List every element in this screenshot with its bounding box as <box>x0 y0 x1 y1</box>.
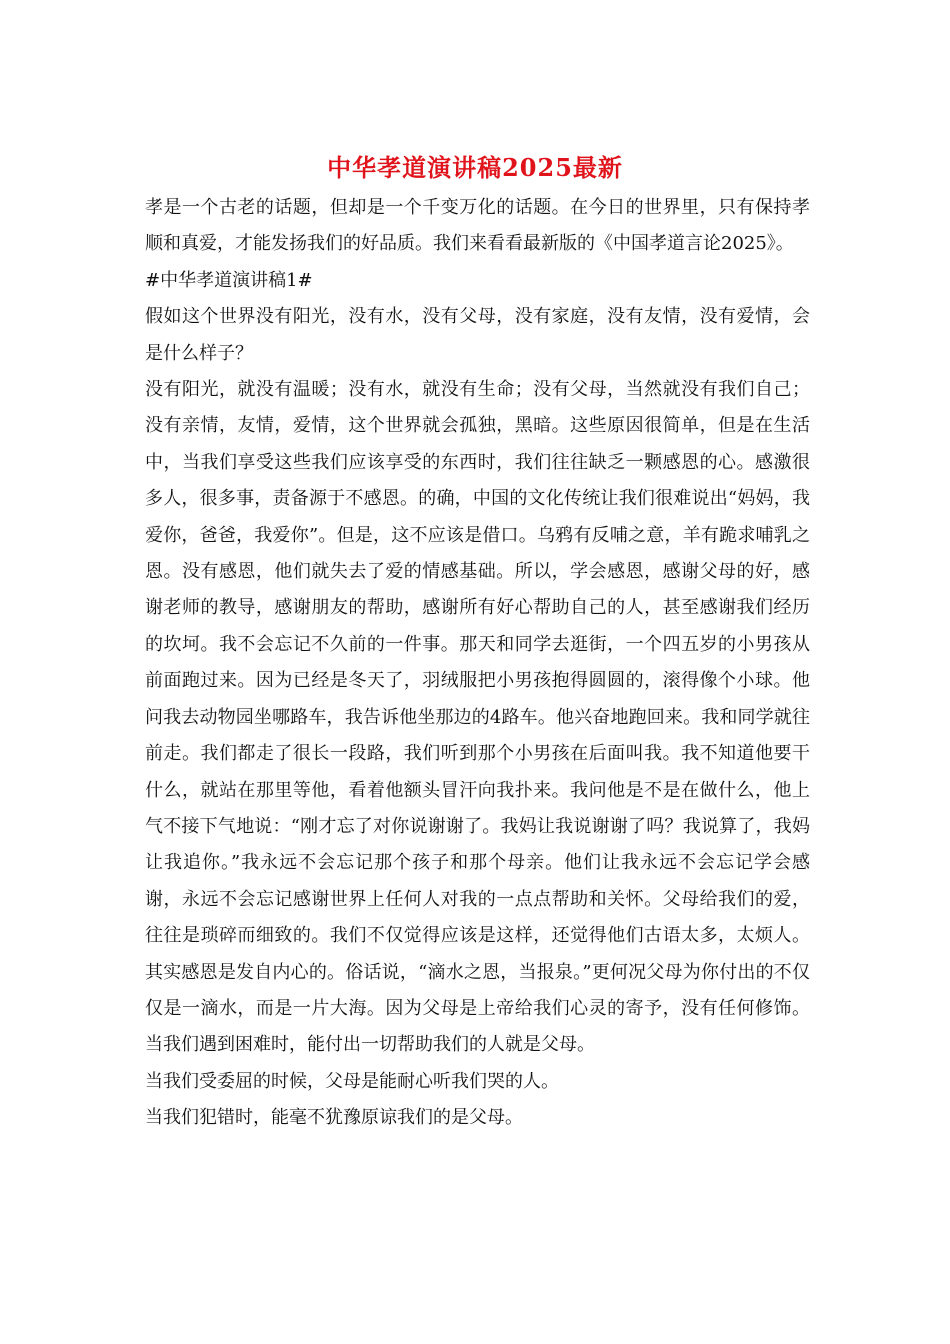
paragraph-1: 假如这个世界没有阳光，没有水，没有父母，没有家庭，没有友情，没有爱情，会是什么样子？ <box>145 306 810 364</box>
document-body <box>145 190 810 1137</box>
paragraph-2: 没有阳光，就没有温暖；没有水，就没有生命；没有父母，当然就没有我们自己；没有亲情，友情，爱情，这个世界就会孤独，黑暗。这些原因很简单，但是在生活中，当我们享受这些我们应该享受的东西时，我们往往缺乏一颗感恩的心。感激很多人，很多事，责备源于不感恩。的确，中国的文化传统让我们很难说出“妈妈，我爱你，爸爸，我爱你”。但是，这不应该是借口。乌鸦有反哺之意，羊有跪求哺乳之恩。没有感恩，他们就失去了爱的情感基础。所以，学会感恩，感谢父母的好，感谢老师的教导，感谢朋友的帮助，感谢所有好心帮助自己的人，甚至感谢我们经历的坎坷。我不会忘记不久前的一件事。那天和同学去逛街，一个四五岁的小男孩从前面跑过来。因为已经是冬天了，羽绒服把小男孩抱得圆圆的，滚得像个小球。他问我去动物园坐哪路车，我告诉他坐那边的4路车。他兴奋地跑回来。我和同学就往前走。我们都走了很长一段路，我们听到那个小男孩在后面叫我。我不知道他要干什么，就站在那里等他，看着他额头冒汗向我扑来。我问他是不是在做什么，他上气不接下气地说：“刚才忘了对你说谢谢了。我妈让我说谢谢了吗？我说算了，我妈让我追你。”我永远不会忘记那个孩子和那个母亲。他们让我永远不会忘记学会感谢，永远不会忘记感谢世界上任何人对我的一点点帮助和关怀。父母给我们的爱，往往是琐碎而细致的。我们不仅觉得应该是这样，还觉得他们古语太多，太烦人。其实感恩是发自内心的。俗话说，“滴水之恩，当报泉。”更何况父母为你付出的不仅仅是一滴水，而是一片大海。因为父母是上帝给我们心灵的寄予，没有任何修饰。当我们遇到困难时，能付出一切帮助我们的人就是父母。 <box>145 379 810 1056</box>
document-title: 中华孝道演讲稿2025最新 <box>327 153 623 182</box>
paragraph-4: 当我们犯错时，能毫不犹豫原谅我们的是父母。 <box>145 1107 523 1129</box>
paragraph-3: 当我们受委屈的时候，父母是能耐心听我们哭的人。 <box>145 1070 559 1092</box>
section-heading: #中华孝道演讲稿1# <box>145 269 313 291</box>
intro-paragraph: 孝是一个古老的话题，但却是一个千变万化的话题。在今日的世界里，只有保持孝顺和真爱，才能发扬我们的好品质。我们来看看最新版的《中国孝道言论2025》。 <box>145 197 810 255</box>
